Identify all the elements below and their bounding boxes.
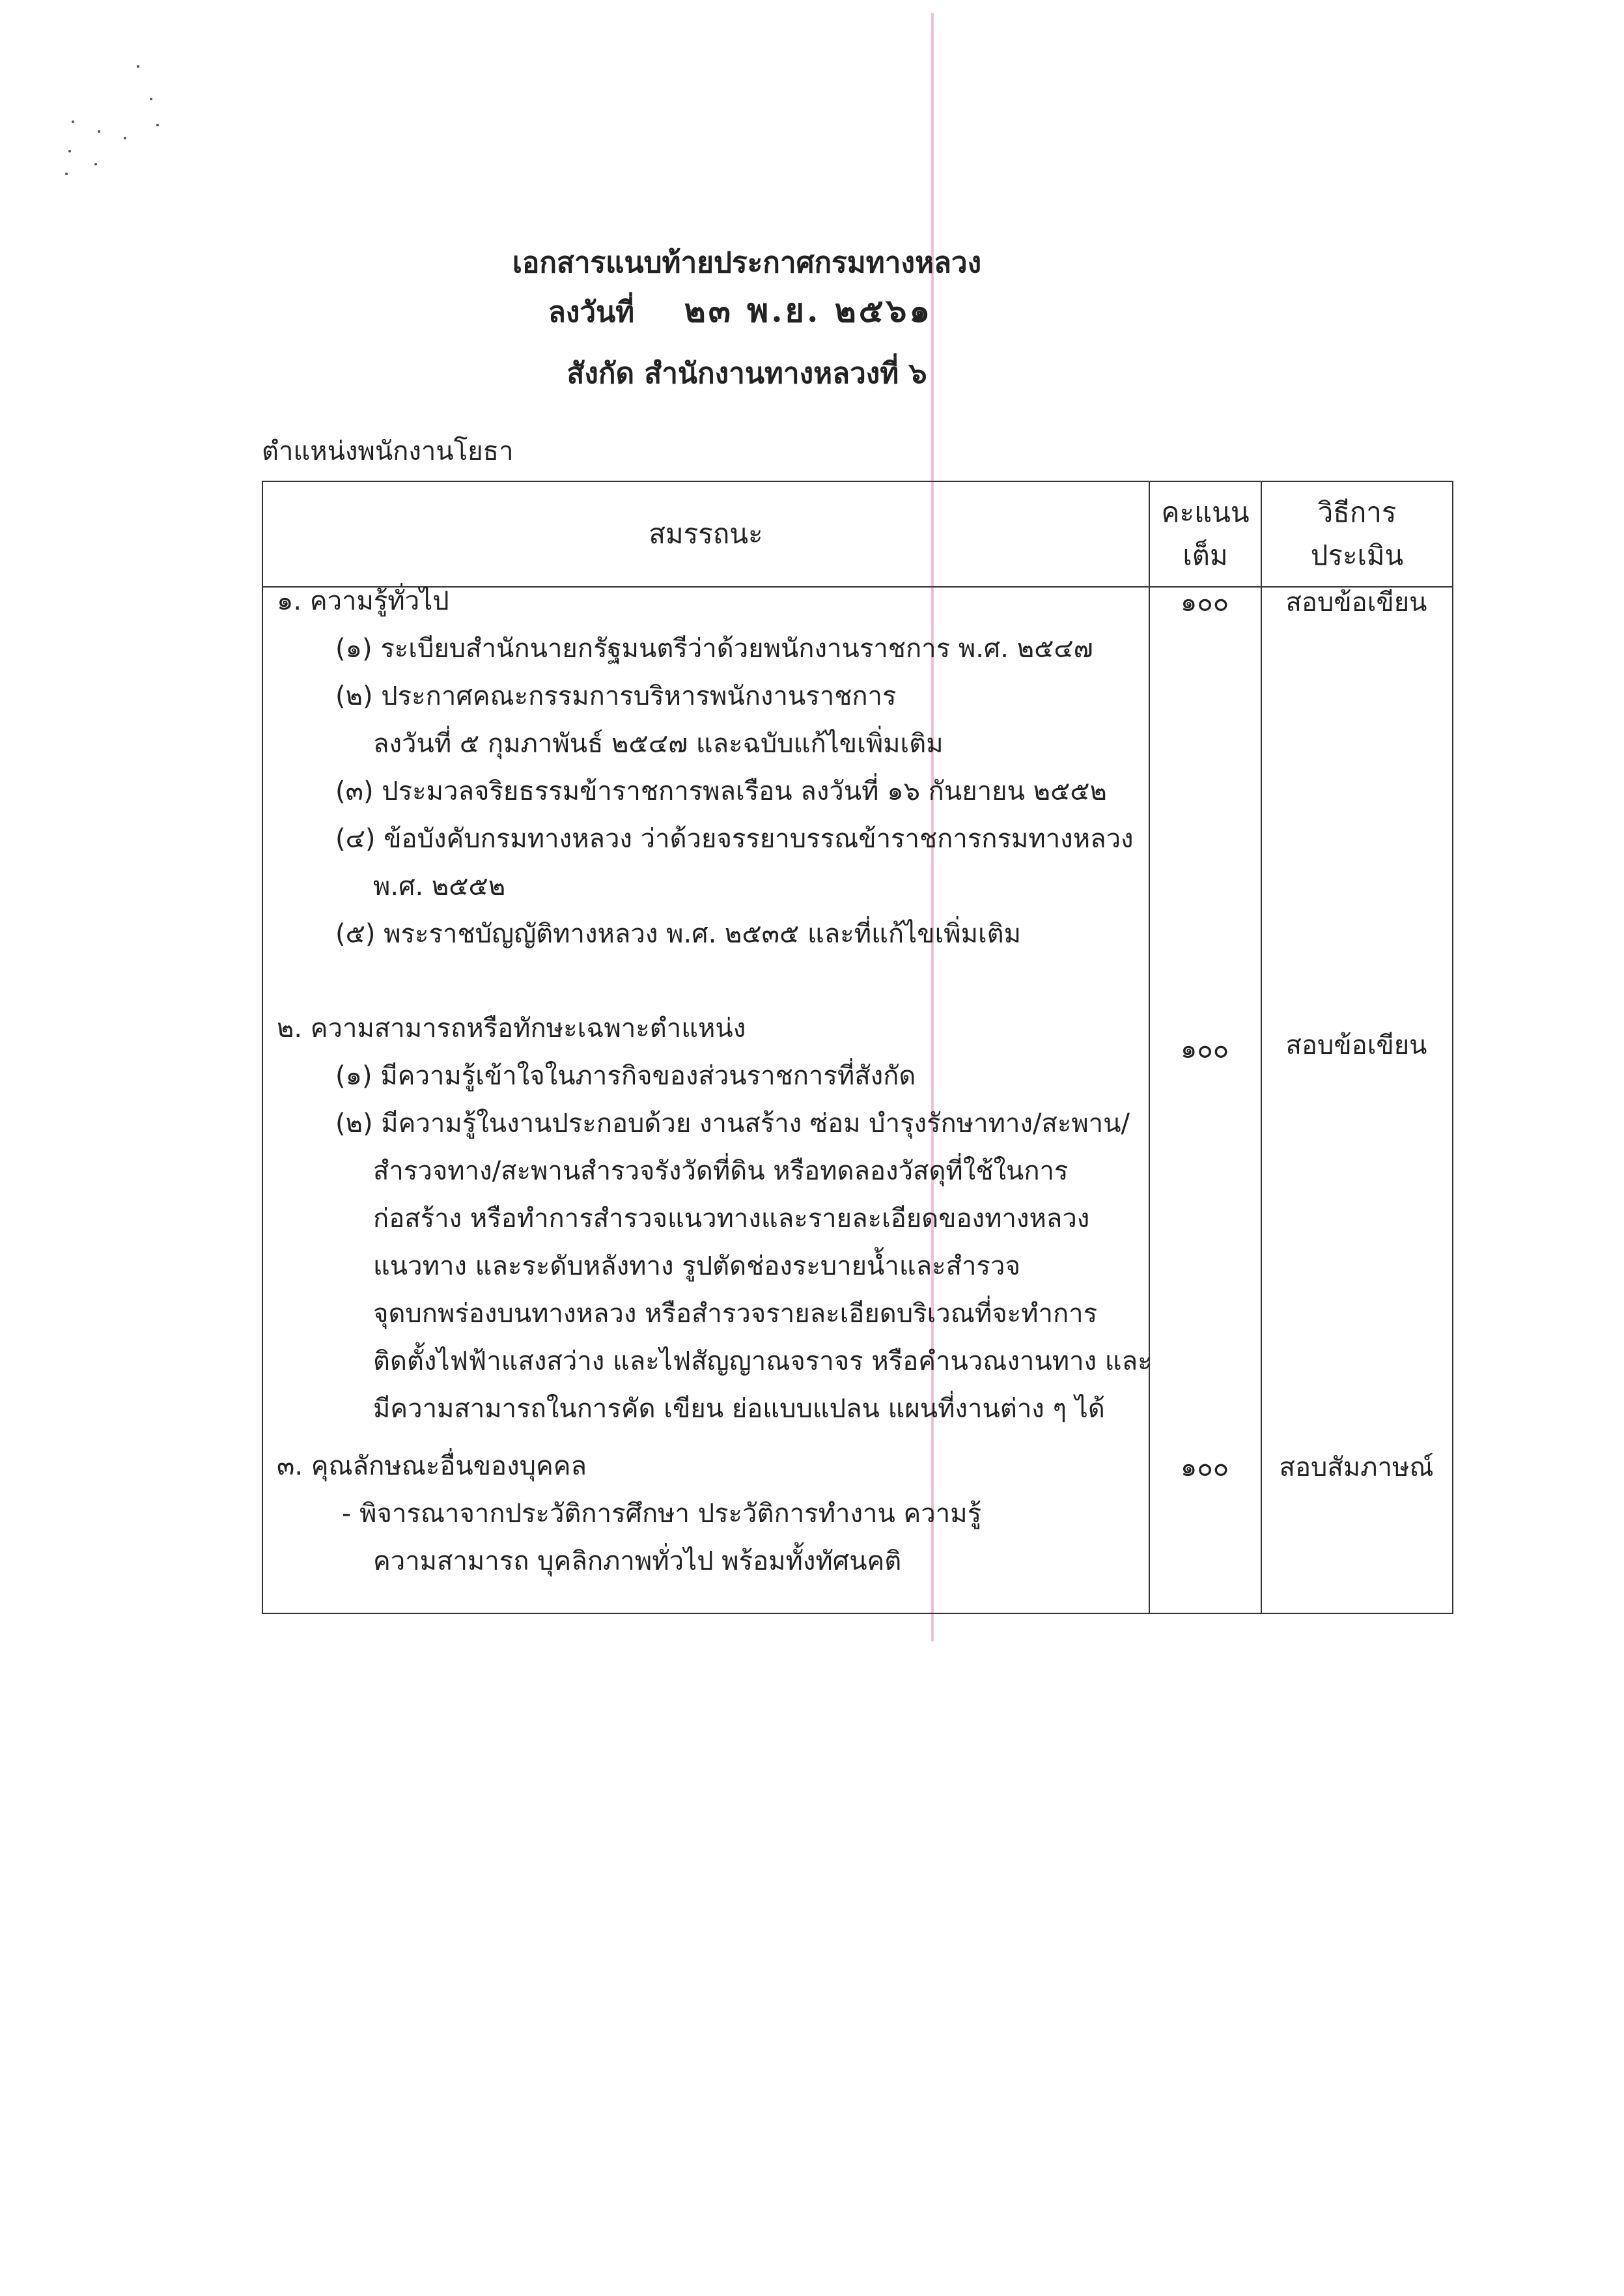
section-line: ติดตั้งไฟฟ้าแสงสว่าง และไฟสัญญาณจราจร หรือคำนวณงานทาง และ	[373, 1346, 1152, 1376]
header-score-line1: คะแนน	[1161, 496, 1250, 528]
section-title: ๒. ความสามารถหรือทักษะเฉพาะตำแหน่ง	[277, 1013, 746, 1043]
header-score-line2: เต็ม	[1183, 539, 1228, 571]
scan-specks	[59, 59, 176, 176]
section-title: ๓. คุณลักษณะอื่นของบุคคล	[277, 1451, 587, 1481]
header-method-line2: ประเมิน	[1310, 539, 1404, 571]
section-line: พ.ศ. ๒๕๕๒	[373, 872, 506, 901]
section-line: มีความสามารถในการคัด เขียน ย่อแบบแปลน แผนที่งานต่าง ๆ ได้	[373, 1394, 1105, 1424]
section-score: ๑๐๐	[1180, 1453, 1229, 1482]
section-method: สอบสัมภาษณ์	[1279, 1453, 1434, 1482]
section-line: (๓) ประมวลจริยธรรมข้าราชการพลเรือน ลงวันที่ ๑๖ กันยายน ๒๕๕๒	[335, 776, 1107, 806]
section-line: ก่อสร้าง หรือทำการสำรวจแนวทางและรายละเอียดของทางหลวง	[373, 1204, 1090, 1234]
section-line: (๕) พระราชบัญญัติทางหลวง พ.ศ. ๒๕๓๕ และที่แก้ไขเพิ่มเติม	[335, 919, 1022, 949]
header-method-line1: วิธีการ	[1317, 496, 1397, 528]
section-score: ๑๐๐	[1180, 588, 1229, 617]
section-line: (๔) ข้อบังคับกรมทางหลวง ว่าด้วยจรรยาบรรณข้าราชการกรมทางหลวง	[335, 824, 1134, 854]
header-competency: สมรรถนะ	[262, 481, 1149, 587]
section-line: ความสามารถ บุคลิกภาพทั่วไป พร้อมทั้งทัศนคติ	[373, 1546, 902, 1576]
header-score	[1149, 481, 1261, 587]
header-title: เอกสารแนบท้ายประกาศกรมทางหลวง	[512, 246, 982, 279]
section-line: (๑) มีความรู้เข้าใจในภารกิจของส่วนราชการที่สังกัด	[335, 1061, 916, 1091]
header-date-label: ลงวันที่	[548, 296, 635, 329]
section-line: (๑) ระเบียบสำนักนายกรัฐมนตรีว่าด้วยพนักงานราชการ พ.ศ. ๒๕๔๗	[335, 634, 1093, 664]
section-method: สอบข้อเขียน	[1285, 1030, 1427, 1060]
table-header-row	[262, 481, 1453, 587]
section-line: (๒) มีความรู้ในงานประกอบด้วย งานสร้าง ซ่อม บำรุงรักษาทาง/สะพาน/	[335, 1109, 1130, 1139]
section-line: - พิจารณาจากประวัติการศึกษา ประวัติการทำงาน ความรู้	[342, 1499, 982, 1529]
section-line: แนวทาง และระดับหลังทาง รูปตัดช่องระบายน้ำและสำรวจ	[373, 1251, 1020, 1281]
header-affiliation: สังกัด สำนักงานทางหลวงที่ ๖	[567, 357, 927, 390]
header-date-line	[0, 285, 1552, 337]
header-method	[1261, 481, 1453, 587]
section-line: สำรวจทาง/สะพานสำรวจรังวัดที่ดิน หรือทดลองวัสดุที่ใช้ในการ	[373, 1156, 1069, 1186]
section-title: ๑. ความรู้ทั่วไป	[277, 586, 449, 616]
position-title: ตำแหน่งพนักงานโยธา	[262, 436, 514, 466]
section-method: สอบข้อเขียน	[1285, 588, 1427, 617]
section-line: ลงวันที่ ๕ กุมภาพันธ์ ๒๕๔๗ และฉบับแก้ไขเพิ่มเติม	[373, 729, 944, 759]
header-date-value: ๒๓ พ.ย. ๒๕๖๑	[684, 291, 933, 330]
section-line: (๒) ประกาศคณะกรรมการบริหารพนักงานราชการ	[335, 681, 897, 711]
section-line: จุดบกพร่องบนทางหลวง หรือสำรวจรายละเอียดบริเวณที่จะทำการ	[373, 1299, 1098, 1329]
section-score: ๑๐๐	[1180, 1034, 1229, 1064]
